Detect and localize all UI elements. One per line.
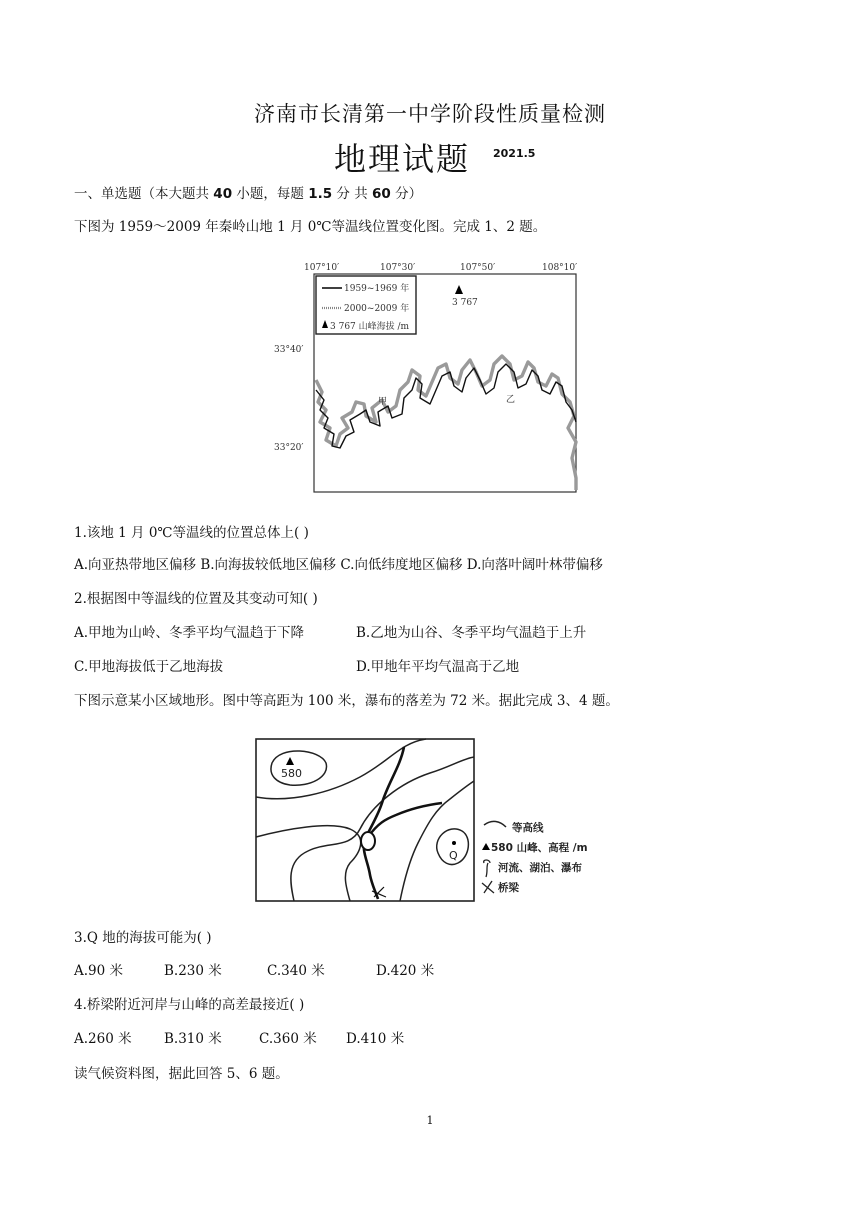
point-label-yi: 乙 (506, 395, 516, 405)
lon-label: 107°30′ (380, 263, 416, 273)
legend-item: 河流、湖泊、瀑布 (498, 862, 582, 874)
question-1-stem: 1.该地 1 月 0℃等温线的位置总体上( ) (74, 525, 309, 541)
intro-q1-q2: 下图为 1959～2009 年秦岭山地 1 月 0℃等温线位置变化图。完成 1、2 题。 (74, 219, 547, 235)
lat-label: 33°40′ (274, 345, 304, 355)
lat-label: 33°20′ (274, 443, 304, 453)
question-3-option-c: C.340 米 (267, 963, 325, 979)
peak-label: 3 767 (452, 298, 478, 308)
question-2-option-b: B.乙地为山谷、冬季平均气温趋于上升 (356, 625, 587, 641)
isotherm-map (270, 252, 590, 500)
question-4-option-d: D.410 米 (346, 1031, 405, 1047)
question-2-option-c: C.甲地海拔低于乙地海拔 (74, 659, 224, 675)
question-3-stem: 3.Q 地的海拔可能为( ) (74, 930, 212, 946)
legend-item: 桥梁 (498, 882, 519, 894)
lon-label: 107°50′ (460, 263, 496, 273)
question-4-option-c: C.360 米 (259, 1031, 317, 1047)
question-2-option-d: D.甲地年平均气温高于乙地 (356, 659, 520, 675)
intro-q5-q6: 读气候资料图，据此回答 5、6 题。 (74, 1066, 289, 1082)
peak-value: 580 (281, 767, 302, 780)
question-4-option-b: B.310 米 (164, 1031, 222, 1047)
section-heading: 一、单选题（本大题共 40 小题，每题 1.5 分 共 60 分） (74, 186, 423, 202)
lon-label: 108°10′ (542, 263, 578, 273)
question-3-option-d: D.420 米 (376, 963, 435, 979)
legend-item: 1959~1969 年 (344, 284, 410, 294)
question-3-option-b: B.230 米 (164, 963, 222, 979)
legend-item: 等高线 (512, 822, 544, 834)
question-4-stem: 4.桥梁附近河岸与山峰的高差最接近( ) (74, 997, 305, 1013)
page-number: 1 (426, 1114, 434, 1127)
school-title: 济南市长清第一中学阶段性质量检测 (254, 102, 606, 126)
question-3-option-a: A.90 米 (74, 963, 124, 979)
legend-item: 2000~2009 年 (344, 304, 410, 314)
point-q-label: Q (449, 849, 458, 862)
subject-title: 地理试题 (334, 140, 471, 178)
legend-item: 580 山峰、高程 /m (491, 842, 588, 854)
point-q-marker (452, 841, 456, 845)
intro-q3-q4: 下图示意某小区域地形。图中等高距为 100 米，瀑布的落差为 72 米。据此完成 3、4 题。 (74, 693, 619, 709)
legend-item: 3 767 山峰海拔 /m (330, 322, 410, 332)
question-4-option-a: A.260 米 (74, 1031, 132, 1047)
question-1-options: A.向亚热带地区偏移 B.向海拔较低地区偏移 C.向低纬度地区偏移 D.向落叶阔叶林带偏移 (74, 557, 603, 573)
question-2-option-a: A.甲地为山岭、冬季平均气温趋于下降 (74, 625, 305, 641)
lon-label: 107°10′ (304, 263, 340, 273)
question-2-stem: 2.根据图中等温线的位置及其变动可知( ) (74, 591, 318, 607)
point-label-jia: 甲 (378, 397, 388, 407)
exam-date: 2021.5 (493, 147, 536, 160)
contour-map (250, 733, 620, 905)
